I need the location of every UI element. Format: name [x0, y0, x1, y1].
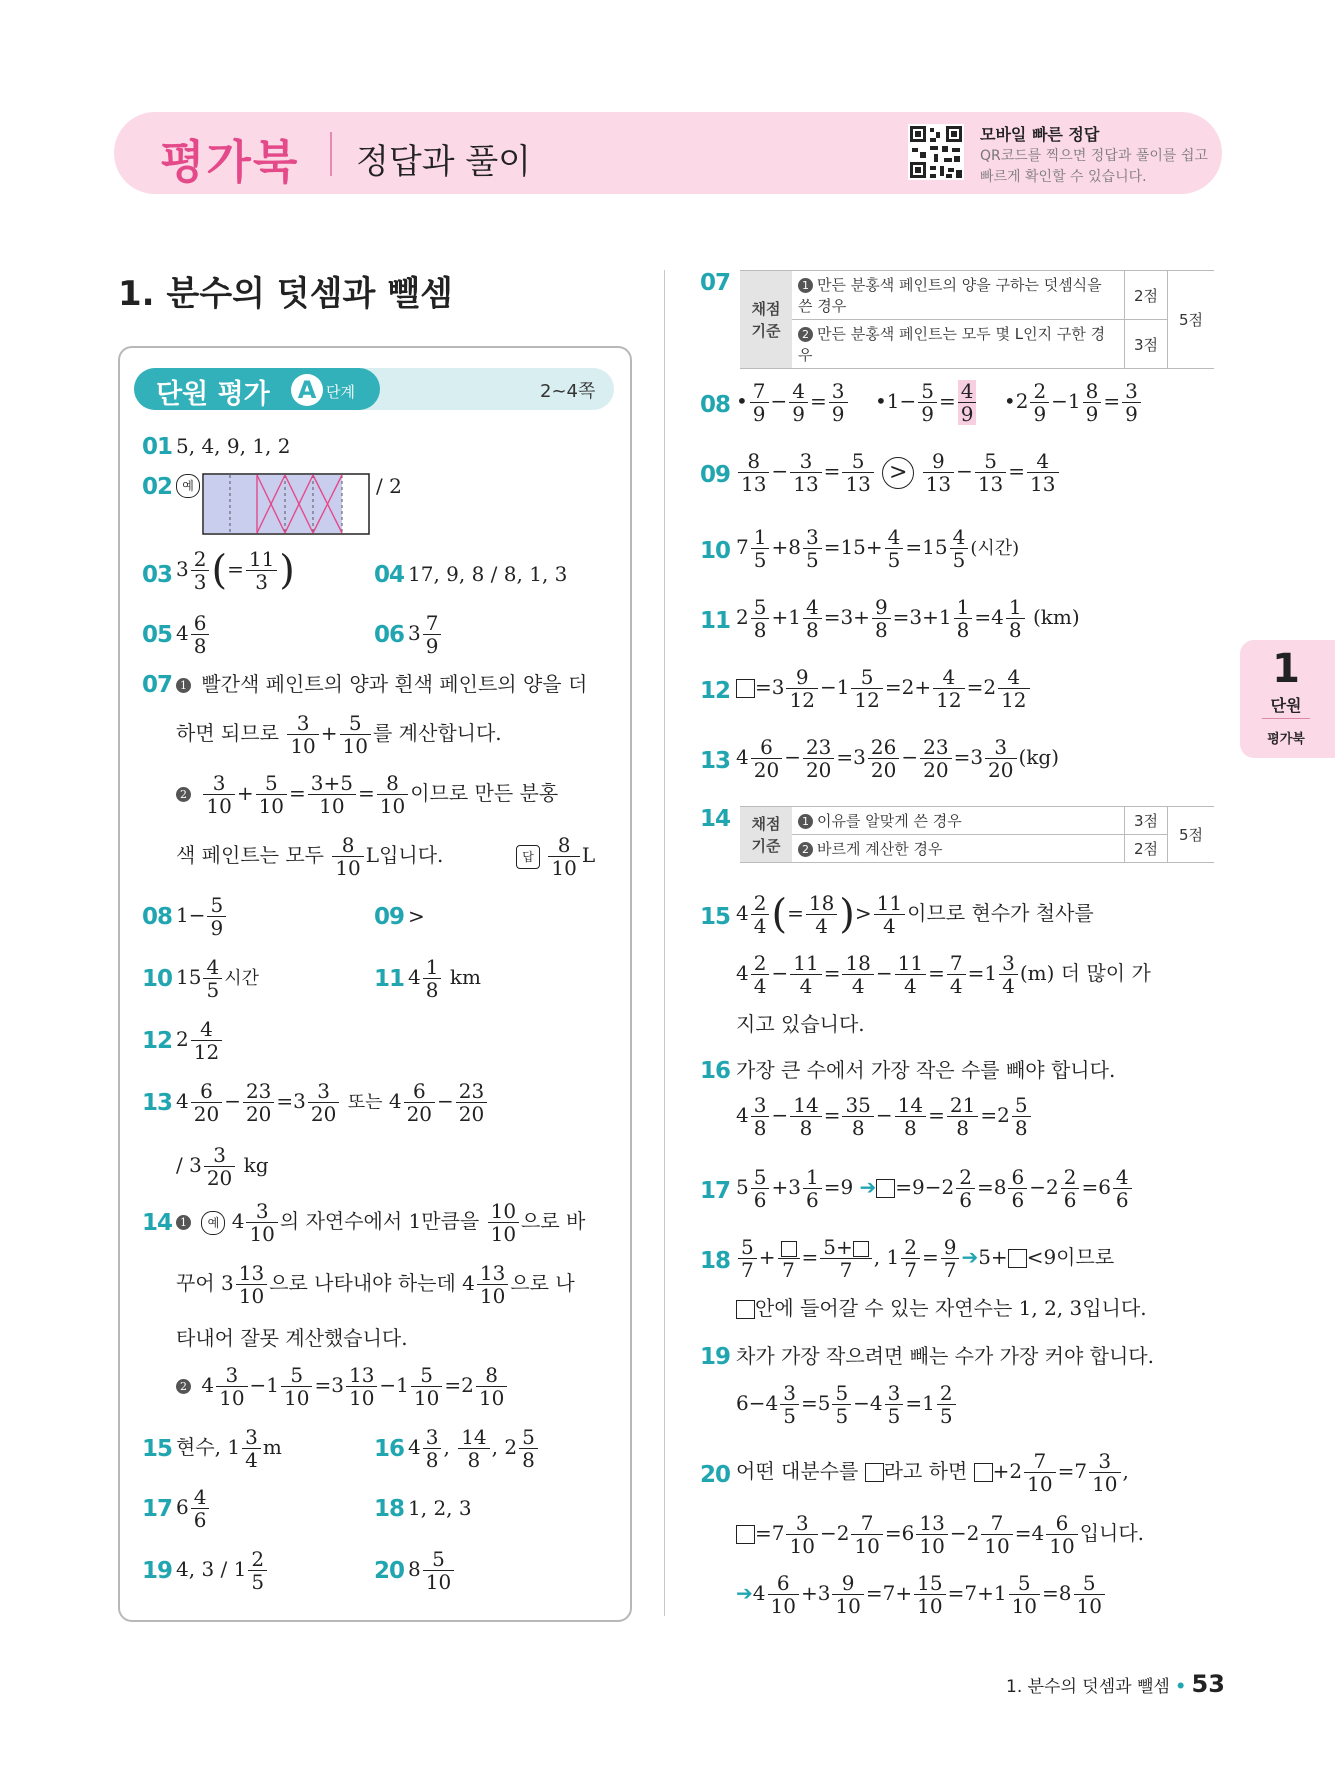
side-tab-book: 평가북	[1267, 732, 1305, 747]
q-number: 10	[700, 538, 731, 564]
solution-19-line2: 6−4 $\frac{3}{5}$ =5 $\frac{5}{5}$ −4 $\frac{3}{5}$ =1 $\frac{2}{5}$	[736, 1382, 958, 1427]
q-number: 15	[142, 1436, 173, 1462]
q-number: 18	[374, 1496, 405, 1522]
q-number: 13	[142, 1090, 173, 1116]
solution-20-line2: =7 $\frac{3}{10}$ −2 $\frac{7}{10}$ =6 $\frac{13}{10}$ −2 $\frac{7}{10}$ =4 $\frac{6}{10}$ 입니다.	[736, 1512, 1144, 1557]
answer-09: >	[408, 904, 425, 928]
answer-07-final: 답 $\frac{8}{10}$ L	[516, 834, 595, 879]
side-tab-number: 1	[1272, 646, 1300, 692]
answer-07-line4: 색 페인트는 모두 $\frac{8}{10}$ L입니다.	[176, 833, 444, 880]
solution-10: 7 $\frac{1}{5}$ +8 $\frac{3}{5}$ =15+ $\frac{4}{5}$ =15 $\frac{4}{5}$ (시간)	[736, 525, 1020, 572]
answer-07-line3: 2 $\frac{3}{10}$ + $\frac{5}{10}$ = $\frac{3+5}{10}$ = $\frac{8}{10}$ 이므로 만든 분홍	[176, 772, 558, 817]
answer-14-line1: 1 예 4 $\frac{3}{10}$ 의 자연수에서 1만큼을 $\frac{10}{10}$ 으로 바	[176, 1200, 585, 1245]
answer-18: 1, 2, 3	[408, 1496, 472, 1520]
answer-06: 3 $\frac{7}{9}$	[408, 612, 443, 657]
criteria-item: 1 만든 분홍색 페인트의 양을 구하는 덧셈식을 쓴 경우	[792, 271, 1125, 320]
q-number: 10	[142, 966, 173, 992]
footer-dot-icon: •	[1175, 1677, 1187, 1697]
level-badge: A	[291, 374, 323, 406]
q-number: 03	[142, 562, 173, 588]
criteria-total: 5점	[1168, 271, 1215, 369]
side-tab-unit: 단원	[1270, 696, 1302, 715]
answer-03: 3 $\frac{2}{3}$ (= $\frac{11}{3}$ )	[176, 547, 295, 594]
example-badge: 예	[176, 474, 200, 498]
criteria-item: 2 바르게 계산한 경우	[792, 835, 1125, 863]
section-title: 1. 분수의 덧셈과 뺄셈	[118, 274, 453, 314]
qr-description: QR코드를 찍으면 정답과 풀이를 쉽고 빠르게 확인할 수 있습니다.	[980, 148, 1208, 185]
q-number: 06	[374, 622, 405, 648]
criteria-points: 2점	[1125, 271, 1168, 320]
q-number: 16	[374, 1436, 405, 1462]
solution-16-line1: 가장 큰 수에서 가장 작은 수를 빼야 합니다.	[736, 1058, 1116, 1082]
q-number: 12	[142, 1028, 173, 1054]
q-number: 14	[700, 806, 731, 832]
page-subtitle: 정답과 풀이	[356, 142, 532, 182]
solution-15-line2: 4 $\frac{2}{4}$ − $\frac{11}{4}$ = $\frac{18}{4}$ − $\frac{11}{4}$ = $\frac{7}{4}$ =1 $\frac{3}{4}$ (m) 더 많이 가	[736, 951, 1151, 998]
solution-19-line1: 차가 가장 작으려면 빼는 수가 가장 커야 합니다.	[736, 1344, 1154, 1368]
solution-09: $\frac{8}{13}$ − $\frac{3}{13}$ = $\frac{5}{13}$ > $\frac{9}{13}$ − $\frac{5}{13}$ = $\frac{4}{13}$	[736, 450, 1061, 495]
criteria-points: 3점	[1125, 807, 1168, 835]
q-number: 13	[700, 748, 731, 774]
unit-pages: 2~4쪽	[540, 381, 596, 402]
answer-08: 1− $\frac{5}{9}$	[176, 894, 228, 939]
q-number: 08	[142, 904, 173, 930]
level-step: 단계	[326, 383, 355, 401]
solution-13: 4 $\frac{6}{20}$ − $\frac{23}{20}$ =3 $\frac{26}{20}$ − $\frac{23}{20}$ =3 $\frac{3}{20}$ (kg)	[736, 735, 1060, 782]
answer-16: 4 $\frac{3}{8}$ , $\frac{14}{8}$ , 2 $\frac{5}{8}$	[408, 1426, 540, 1471]
unit-title: 단원 평가	[156, 379, 270, 410]
q-number: 12	[700, 678, 731, 704]
q-number: 11	[374, 966, 405, 992]
answer-15: 현수, 1 $\frac{3}{4}$ m	[176, 1425, 282, 1472]
solution-08: • $\frac{7}{9}$ − $\frac{4}{9}$ = $\frac{3}{9}$ •1− $\frac{5}{9}$ = $\frac{4}{9}$ •2 $\frac{2}{9}$ −1 $\frac{8}{9}$ = $\frac{3}{9}$	[736, 380, 1143, 425]
criteria-label: 채점 기준	[740, 271, 792, 369]
scoring-criteria-07	[740, 270, 1214, 369]
answer-13-line1: 4 $\frac{6}{20}$ − $\frac{23}{20}$ =3 $\frac{3}{20}$ 또는 4 $\frac{6}{20}$ − $\frac{23}{20}$	[176, 1080, 489, 1125]
q-number: 09	[700, 462, 731, 488]
q-number: 19	[700, 1344, 731, 1370]
solution-18-line1: $\frac{5}{7}$ + 7 = $\frac{5+}{7}$ , 1 $\frac{2}{7}$ = $\frac{9}{7}$ ➔5+ <9이므로	[736, 1236, 1114, 1281]
solution-12: =3 $\frac{9}{12}$ −1 $\frac{5}{12}$ =2+ $\frac{4}{12}$ =2 $\frac{4}{12}$	[736, 666, 1032, 711]
criteria-total: 5점	[1168, 807, 1215, 863]
answer-10: 15 $\frac{4}{5}$ 시간	[176, 955, 259, 1002]
q-number: 17	[142, 1496, 173, 1522]
q-number: 05	[142, 622, 173, 648]
criteria-item: 2 만든 분홍색 페인트는 모두 몇 L인지 구한 경우	[792, 320, 1125, 369]
criteria-item: 1 이유를 알맞게 쓴 경우	[792, 807, 1125, 835]
criteria-label: 채점 기준	[740, 807, 792, 863]
answer-19: 4, 3 / 1 $\frac{2}{5}$	[176, 1548, 269, 1593]
answer-14-line3: 타내어 잘못 계산했습니다.	[176, 1326, 408, 1350]
answer-14-line4: 2 4 $\frac{3}{10}$ −1 $\frac{5}{10}$ =3 $\frac{13}{10}$ −1 $\frac{5}{10}$ =2 $\frac{8}{10}$	[176, 1364, 509, 1409]
q-number: 07	[142, 672, 173, 698]
q-number: 08	[700, 392, 731, 418]
answer-17: 6 $\frac{4}{6}$	[176, 1486, 211, 1531]
answer-20: 8 $\frac{5}{10}$	[408, 1548, 456, 1593]
q-number: 14	[142, 1210, 173, 1236]
answer-11: 4 $\frac{1}{8}$ km	[408, 955, 481, 1002]
q-number: 20	[700, 1462, 731, 1488]
q-number: 01	[142, 434, 173, 460]
q-number: 07	[700, 270, 731, 296]
answer-07-line1: 1 빨간색 페인트의 양과 흰색 페인트의 양을 더	[176, 674, 587, 694]
solution-18-line2: 안에 들어갈 수 있는 자연수는 1, 2, 3입니다.	[736, 1298, 1147, 1319]
answer-05: 4 $\frac{6}{8}$	[176, 612, 211, 657]
side-tab-divider	[1262, 718, 1310, 719]
answer-12: 2 $\frac{4}{12}$	[176, 1018, 224, 1063]
q-number: 20	[374, 1558, 405, 1584]
answer-07-line2: 하면 되므로 $\frac{3}{10}$ + $\frac{5}{10}$ 를 계산합니다.	[176, 711, 502, 758]
solution-16-line2: 4 $\frac{3}{8}$ − $\frac{14}{8}$ = $\frac{35}{8}$ − $\frac{14}{8}$ = $\frac{21}{8}$ =2 $\frac{5}{8}$	[736, 1094, 1033, 1139]
solution-15-line3: 지고 있습니다.	[736, 1012, 865, 1036]
answer-04: 17, 9, 8 / 8, 1, 3	[408, 562, 568, 586]
qr-label: 모바일 빠른 정답	[980, 125, 1100, 144]
q-number: 18	[700, 1248, 731, 1274]
footer-text: 1. 분수의 덧셈과 뺄셈	[1006, 1677, 1170, 1697]
q-number: 02	[142, 474, 173, 500]
solution-17: 5 $\frac{5}{6}$ +3 $\frac{1}{6}$ =9 ➔ =9−2 $\frac{2}{6}$ =8 $\frac{6}{6}$ −2 $\frac{2}{6}$ =6 $\frac{4}{6}$	[736, 1166, 1134, 1211]
q-number: 16	[700, 1058, 731, 1084]
q-number: 15	[700, 904, 731, 930]
solution-11: 2 $\frac{5}{8}$ +1 $\frac{4}{8}$ =3+ $\frac{9}{8}$ =3+1 $\frac{1}{8}$ =4 $\frac{1}{8}$ (km)	[736, 595, 1080, 642]
q-number: 11	[700, 608, 731, 634]
fraction-diagram	[202, 472, 370, 536]
solution-15-line1: 4 $\frac{2}{4}$ (= $\frac{18}{4}$ )> $\frac{11}{4}$ 이므로 현수가 철사를	[736, 891, 1094, 938]
answer-01: 5, 4, 9, 1, 2	[176, 434, 291, 458]
answer-13-line2: / 3 $\frac{3}{20}$ kg	[176, 1143, 269, 1190]
criteria-points: 3점	[1125, 320, 1168, 369]
scoring-criteria-14	[740, 806, 1214, 863]
column-divider	[664, 270, 665, 1616]
answer-02: / 2	[376, 474, 402, 498]
answer-14-line2: 꾸어 3 $\frac{13}{10}$ 으로 나타내야 하는데 4 $\frac{13}{10}$ 으로 나	[176, 1261, 575, 1308]
page-footer	[1006, 1670, 1225, 1698]
q-number: 19	[142, 1558, 173, 1584]
criteria-points: 2점	[1125, 835, 1168, 863]
q-number: 04	[374, 562, 405, 588]
solution-20-line3: ➔4 $\frac{6}{10}$ +3 $\frac{9}{10}$ =7+ $\frac{15}{10}$ =7+1 $\frac{5}{10}$ =8 $\frac{5}{10}$	[736, 1572, 1107, 1617]
q-number: 09	[374, 904, 405, 930]
solution-20-line1: 어떤 대분수를 라고 하면 +2 $\frac{7}{10}$ =7 $\frac{3}{10}$ ,	[736, 1449, 1129, 1496]
qr-code-icon[interactable]	[908, 124, 964, 180]
header-divider	[330, 132, 332, 176]
page-number: 53	[1191, 1670, 1225, 1698]
q-number: 17	[700, 1178, 731, 1204]
brand-title: 평가북	[160, 135, 300, 189]
